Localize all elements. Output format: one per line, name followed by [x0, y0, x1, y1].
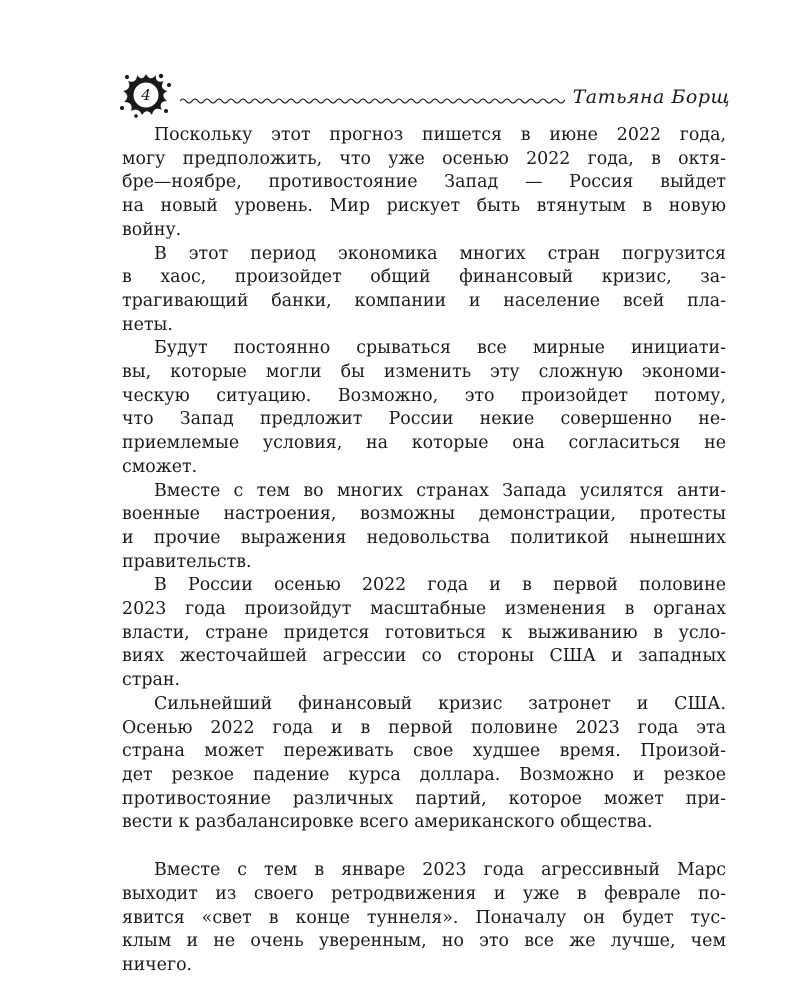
paragraph [122, 124, 726, 243]
text-line: Вместе с тем во многих странах Запада усилятся анти- [154, 480, 726, 501]
text-line: страна может переживать свое худшее время. Произой- [122, 741, 726, 762]
paragraph [122, 693, 726, 835]
paragraph [122, 574, 726, 693]
running-header [118, 70, 730, 118]
text-line: Будут постоянно срываться все мирные инициати- [154, 338, 726, 359]
running-header-author: Татьяна Борщ [565, 86, 730, 108]
text-line: вы, которые могли бы изменить эту сложную экономи- [122, 362, 726, 383]
text-line: Осенью 2022 года и в первой половине 2023 года эта [122, 717, 726, 738]
section-spacer [122, 835, 726, 859]
text-line: и прочие выражения недовольства политикой нынешних [122, 527, 726, 548]
text-line: ничего. [122, 954, 193, 975]
text-line: Поскольку этот прогноз пишется в июне 2022 года, [154, 125, 726, 145]
paragraph [122, 243, 726, 338]
text-line: явится «свет в конце туннеля». Поначалу он будет тус- [122, 907, 726, 928]
text-line: стран. [122, 670, 180, 691]
text-line: что Запад предложит России некие совершенно не- [122, 409, 726, 430]
text-line: ческую ситуацию. Возможно, это произойдет потому, [122, 385, 726, 406]
text-line: виях жесточайшей агрессии со стороны США и западных [122, 646, 726, 667]
text-line: войну. [122, 219, 182, 240]
paragraph [122, 480, 726, 575]
page-body [122, 124, 726, 978]
paragraph [122, 337, 726, 479]
text-line: могу предположить, что уже осенью 2022 года, в октя- [122, 148, 726, 169]
text-line: правительств. [122, 551, 252, 572]
text-line: выходит из своего ретродвижения и уже в феврале по- [122, 883, 726, 904]
text-line: власти, стране придется готовиться к выживанию в усло- [122, 622, 726, 643]
text-line: сможет. [122, 456, 198, 477]
text-line: 2023 года произойдут масштабные изменения в органах [122, 599, 726, 620]
text-line: трагивающий банки, компании и население всей пла- [122, 290, 726, 311]
text-line: бре—ноябре, противостояние Запад — Россия выйдет [122, 172, 726, 193]
page-number: 4 [141, 86, 151, 104]
text-line: клым и не очень уверенным, но это все же лучше, чем [122, 931, 726, 952]
text-line: В России осенью 2022 года и в первой половине [154, 575, 726, 596]
text-line: дет резкое падение курса доллара. Возможно и резкое [122, 764, 726, 785]
text-line: приемлемые условия, на которые она согласиться не [122, 433, 726, 454]
text-line: Вместе с тем в январе 2023 года агрессивный Марс [154, 860, 726, 881]
text-line: военные настроения, возможны демонстрации, протесты [122, 504, 726, 525]
text-line: Сильнейший финансовый кризис затронет и США. [154, 693, 726, 714]
text-line: В этот период экономика многих стран погрузится [154, 243, 726, 264]
text-line: в хаос, произойдет общий финансовый кризис, за- [122, 267, 726, 288]
text-line: неты. [122, 314, 173, 335]
text-line: противостояние различных партий, которое может при- [122, 788, 726, 809]
text-line: вести к разбалансировке всего американского общества. [122, 812, 653, 833]
text-line: на новый уровень. Мир рискует быть втянутым в новую [122, 196, 726, 217]
paragraph [122, 859, 726, 978]
